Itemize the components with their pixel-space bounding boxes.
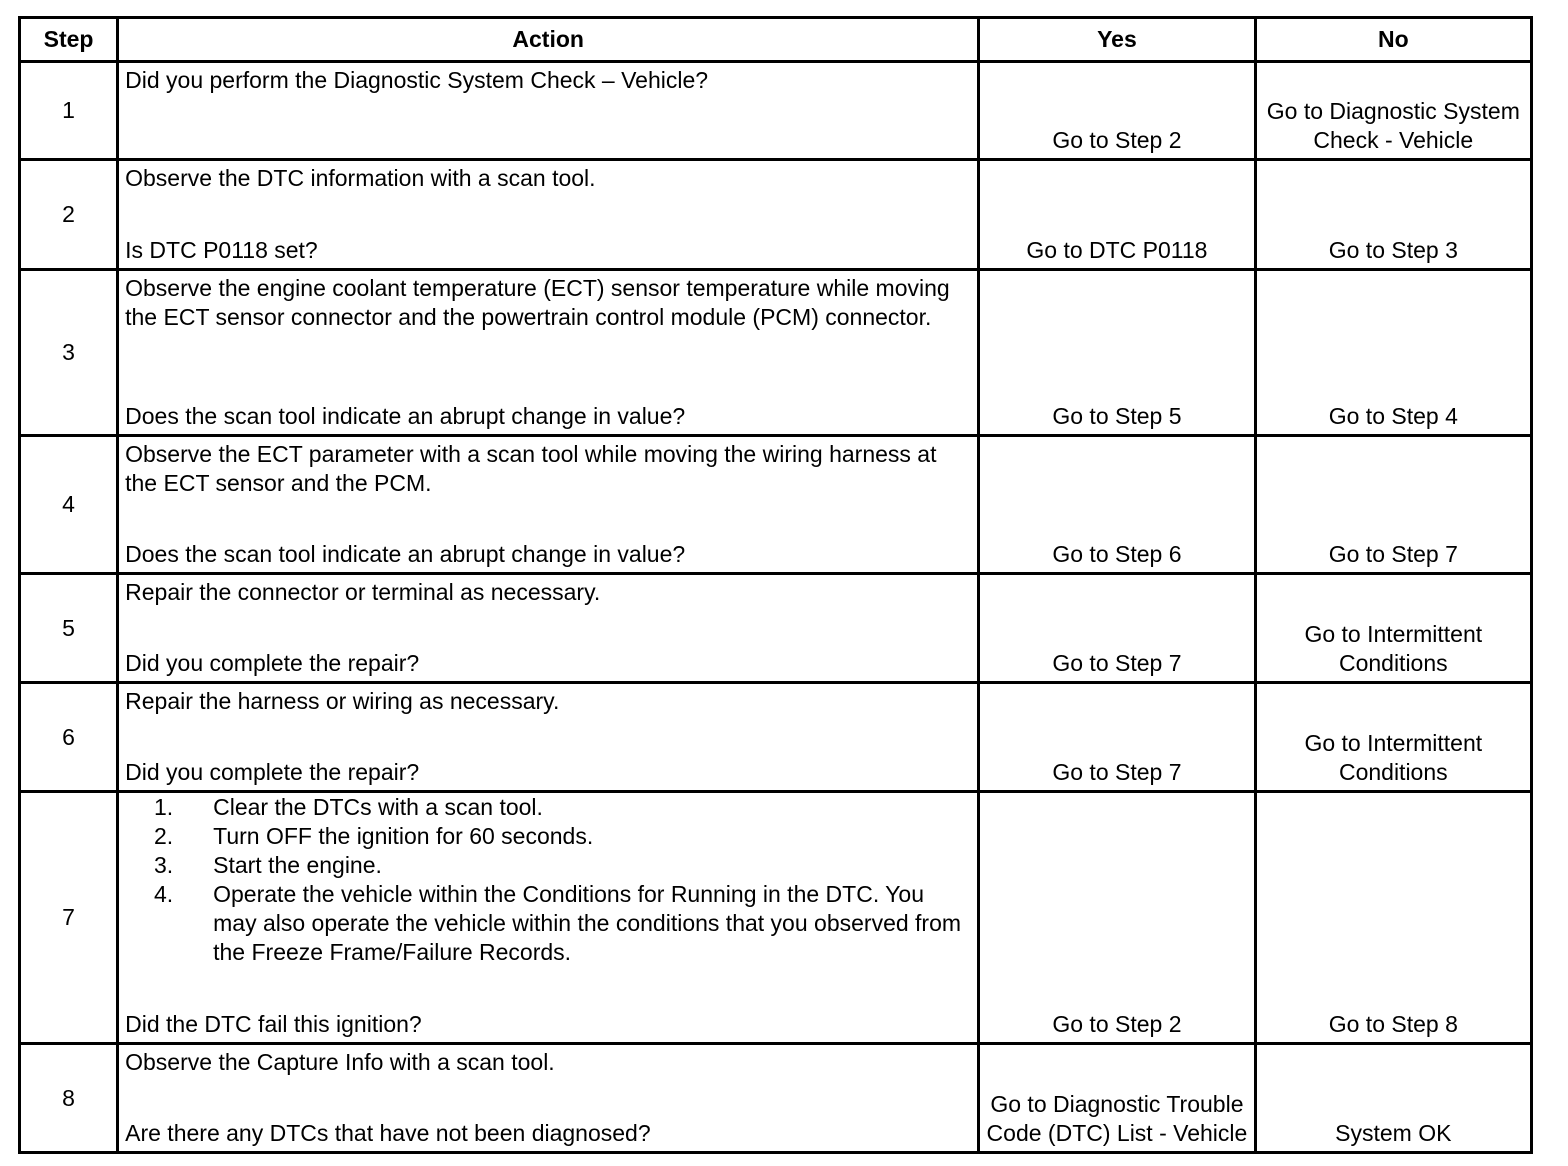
table-row bbox=[20, 62, 1532, 160]
table-row bbox=[20, 270, 1532, 436]
diagnostic-table bbox=[18, 16, 1533, 1154]
header-yes: Yes bbox=[979, 18, 1255, 62]
header-step: Step bbox=[20, 18, 118, 62]
no-action: Go to Step 7 bbox=[1255, 436, 1531, 574]
action-instruction: Repair the harness or wiring as necessary. bbox=[125, 688, 560, 714]
substep-item bbox=[125, 851, 971, 880]
action-instruction: Observe the ECT parameter with a scan tool while moving the wiring harness at the ECT sensor and the PCM. bbox=[125, 441, 937, 496]
action-cell bbox=[118, 436, 979, 574]
substep-item bbox=[125, 822, 971, 851]
substep-number: 3. bbox=[153, 852, 174, 878]
yes-action: Go to Step 7 bbox=[979, 574, 1255, 683]
yes-action: Go to Diagnostic Trouble Code (DTC) List - Vehicle bbox=[979, 1044, 1255, 1153]
action-cell bbox=[118, 270, 979, 436]
action-instruction: Observe the Capture Info with a scan tool. bbox=[125, 1049, 555, 1075]
yes-action: Go to Step 6 bbox=[979, 436, 1255, 574]
action-instruction: Observe the engine coolant temperature (ECT) sensor temperature while moving the ECT sensor connector and the powertrain control module (PCM) connector. bbox=[125, 275, 950, 330]
no-action: Go to Intermittent Conditions bbox=[1255, 574, 1531, 683]
header-no: No bbox=[1255, 18, 1531, 62]
no-action: Go to Step 4 bbox=[1255, 270, 1531, 436]
action-instruction: Observe the DTC information with a scan tool. bbox=[125, 165, 596, 191]
action-question: Did you complete the repair? bbox=[125, 650, 420, 676]
no-action: Go to Step 3 bbox=[1255, 160, 1531, 270]
action-cell bbox=[118, 160, 979, 270]
step-number: 7 bbox=[20, 792, 118, 1044]
yes-action: Go to Step 7 bbox=[979, 683, 1255, 792]
yes-action: Go to DTC P0118 bbox=[979, 160, 1255, 270]
no-action: Go to Intermittent Conditions bbox=[1255, 683, 1531, 792]
action-instruction: Did you perform the Diagnostic System Check – Vehicle? bbox=[125, 67, 709, 93]
action-cell bbox=[118, 574, 979, 683]
action-question: Did the DTC fail this ignition? bbox=[125, 1011, 422, 1037]
substep-number: 1. bbox=[153, 794, 174, 820]
step-number: 5 bbox=[20, 574, 118, 683]
table-row bbox=[20, 160, 1532, 270]
header-row bbox=[20, 18, 1532, 62]
action-question: Did you complete the repair? bbox=[125, 759, 420, 785]
step-number: 3 bbox=[20, 270, 118, 436]
table-row bbox=[20, 436, 1532, 574]
table-row bbox=[20, 792, 1532, 1044]
step-number: 4 bbox=[20, 436, 118, 574]
step-number: 8 bbox=[20, 1044, 118, 1153]
table-row bbox=[20, 683, 1532, 792]
substep-text: Clear the DTCs with a scan tool. bbox=[213, 794, 543, 820]
action-cell bbox=[118, 1044, 979, 1153]
substep-item bbox=[125, 880, 971, 967]
table-row bbox=[20, 1044, 1532, 1153]
no-action: Go to Step 8 bbox=[1255, 792, 1531, 1044]
substep-text: Operate the vehicle within the Conditions for Running in the DTC. You may also operate the vehicle within the conditions that you observed from the Freeze Frame/Failure Records. bbox=[213, 881, 962, 965]
step-number: 1 bbox=[20, 62, 118, 160]
no-action: System OK bbox=[1255, 1044, 1531, 1153]
no-action: Go to Diagnostic System Check - Vehicle bbox=[1255, 62, 1531, 160]
yes-action: Go to Step 2 bbox=[979, 62, 1255, 160]
substep-item bbox=[125, 793, 971, 822]
action-question: Are there any DTCs that have not been diagnosed? bbox=[125, 1120, 651, 1146]
substep-number: 4. bbox=[153, 881, 174, 907]
action-instruction: Repair the connector or terminal as necessary. bbox=[125, 579, 601, 605]
substep-list bbox=[125, 793, 971, 967]
step-number: 2 bbox=[20, 160, 118, 270]
action-question: Does the scan tool indicate an abrupt change in value? bbox=[125, 541, 686, 567]
step-number: 6 bbox=[20, 683, 118, 792]
substep-number: 2. bbox=[153, 823, 174, 849]
action-question: Does the scan tool indicate an abrupt change in value? bbox=[125, 403, 686, 429]
table-row bbox=[20, 574, 1532, 683]
action-cell bbox=[118, 683, 979, 792]
header-action: Action bbox=[118, 18, 979, 62]
action-question: Is DTC P0118 set? bbox=[125, 237, 318, 263]
action-cell bbox=[118, 62, 979, 160]
yes-action: Go to Step 2 bbox=[979, 792, 1255, 1044]
yes-action: Go to Step 5 bbox=[979, 270, 1255, 436]
substep-text: Turn OFF the ignition for 60 seconds. bbox=[213, 823, 594, 849]
action-cell bbox=[118, 792, 979, 1044]
substep-text: Start the engine. bbox=[213, 852, 382, 878]
